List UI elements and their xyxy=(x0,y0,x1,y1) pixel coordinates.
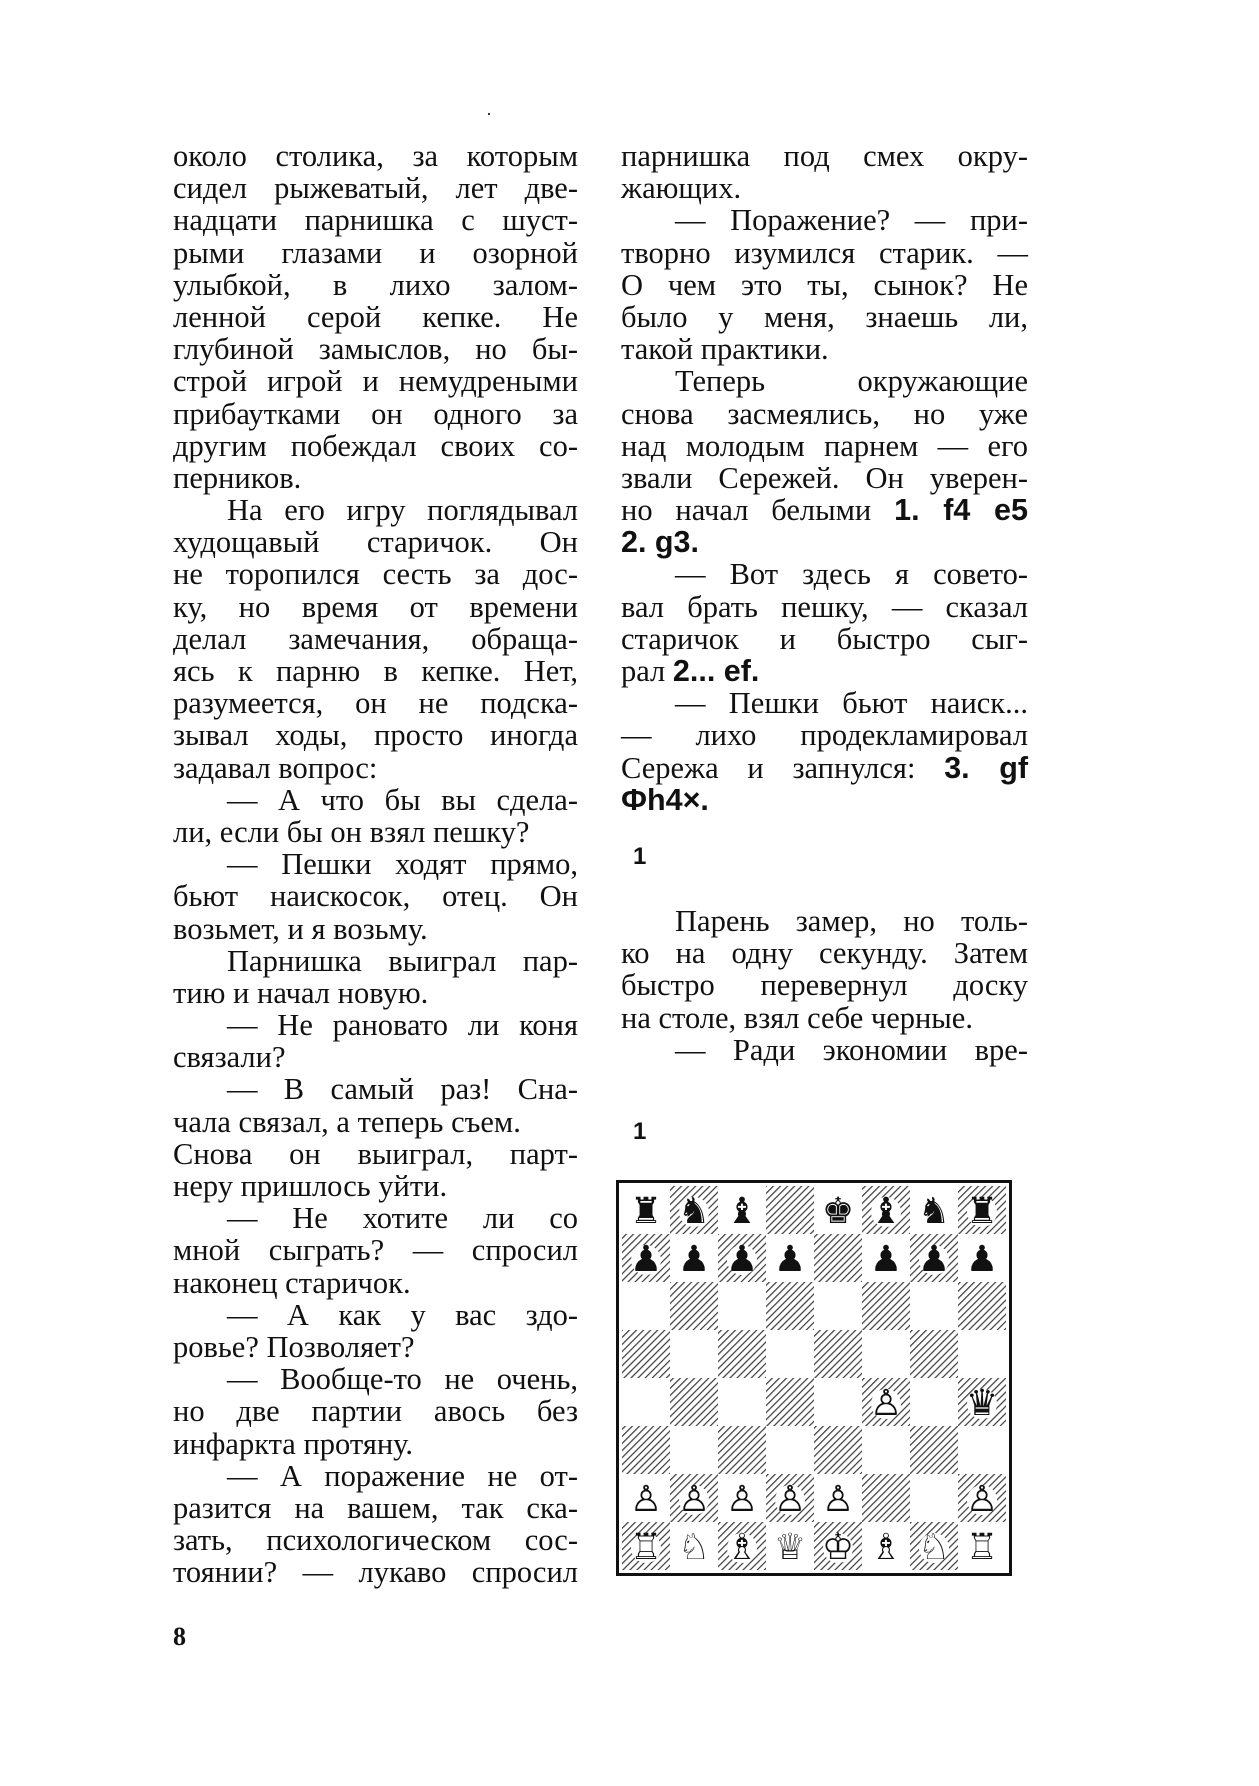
text-line: перников. xyxy=(173,460,302,495)
chess-moves: 1. f4 e5 xyxy=(894,493,1028,528)
chess-diagram xyxy=(616,1180,1012,1576)
square-g3-dark xyxy=(910,1426,958,1474)
text-line: тоянии? — лукаво спросил xyxy=(173,1555,578,1590)
text-line: глубиной замыслов, но бы- xyxy=(173,332,578,367)
text-line: — Не рановато ли коня xyxy=(227,1008,578,1043)
print-speck xyxy=(488,113,490,115)
text-line: звали Сережей. Он уверен- xyxy=(621,460,1028,495)
white-piece-e2: ♙ xyxy=(821,1479,855,1520)
text-line: Парень замер, но толь- xyxy=(675,904,1028,938)
text-line: — лихо продекламировал xyxy=(621,718,1028,753)
square-b3-light xyxy=(670,1426,718,1474)
text-line: зывал ходы, просто иногда xyxy=(173,718,578,753)
diagram-label: 1 xyxy=(633,1118,647,1145)
text-line: другим побеждал своих со- xyxy=(173,428,578,463)
text-line: — Вот здесь я совето- xyxy=(675,557,1028,592)
text-line: строй игрой и немудреными xyxy=(173,364,578,399)
square-d3-light xyxy=(766,1426,814,1474)
text-line: снова засмеялись, но уже xyxy=(621,396,1028,431)
white-piece-b1: ♘ xyxy=(677,1527,711,1568)
square-c4-light xyxy=(718,1378,766,1426)
text-line: прибаутками он одного за xyxy=(173,396,578,431)
black-piece-c7: ♟ xyxy=(725,1239,759,1280)
white-piece-f4: ♙ xyxy=(869,1383,903,1424)
square-b5-light xyxy=(670,1330,718,1378)
square-b6-dark xyxy=(670,1282,718,1330)
square-f6-dark xyxy=(862,1282,910,1330)
square-d4-dark xyxy=(766,1378,814,1426)
square-a4-light xyxy=(622,1378,670,1426)
text-line: около столика, за которым xyxy=(173,139,578,173)
left-column xyxy=(173,140,578,1588)
text-line: но две партии авось без xyxy=(173,1394,578,1429)
text-line xyxy=(621,784,1028,816)
square-f3-light xyxy=(862,1426,910,1474)
square-c5-dark xyxy=(718,1330,766,1378)
text-line: Парнишка выиграл пар- xyxy=(227,943,578,978)
text-line: бьют наискосок, отец. Он xyxy=(173,879,578,914)
text-line: — В самый раз! Сна- xyxy=(227,1072,578,1107)
text-line: задавал вопрос: xyxy=(173,750,378,785)
text-line: быстро перевернул доску xyxy=(621,968,1028,1003)
square-d8-dark xyxy=(766,1186,814,1234)
text-line: старичок и быстро сыг- xyxy=(621,621,1028,656)
square-b4-dark xyxy=(670,1378,718,1426)
text-line: ленной серой кепке. Не xyxy=(173,299,578,334)
square-e4-light xyxy=(814,1378,862,1426)
white-piece-d1: ♕ xyxy=(773,1527,807,1568)
square-e3-dark xyxy=(814,1426,862,1474)
text-line: ко на одну секунду. Затем xyxy=(621,936,1028,971)
white-piece-h2: ♙ xyxy=(965,1479,999,1520)
text-line: худощавый старичок. Он xyxy=(173,525,578,560)
square-h3-light xyxy=(958,1426,1006,1474)
text-line: наконец старичок. xyxy=(173,1265,411,1300)
square-e5-dark xyxy=(814,1330,862,1378)
black-piece-h7: ♟ xyxy=(965,1239,999,1280)
text-line: О чем это ты, сынок? Не xyxy=(621,267,1028,302)
text-line: — Поражение? — при- xyxy=(675,203,1028,238)
black-piece-g8: ♞ xyxy=(917,1191,951,1232)
square-h6-dark xyxy=(958,1282,1006,1330)
black-piece-h4: ♛ xyxy=(965,1383,999,1424)
text-line: неру пришлось уйти. xyxy=(173,1169,448,1203)
text-line xyxy=(621,526,1028,558)
white-piece-b2: ♙ xyxy=(677,1479,711,1520)
text-line: сидел рыжеватый, лет две- xyxy=(173,171,578,206)
text-line: мной сыграть? — спросил xyxy=(173,1233,578,1268)
text-line: ясь к парню в кепке. Нет, xyxy=(173,654,578,688)
black-piece-b8: ♞ xyxy=(677,1191,711,1232)
chess-moves: 2. g3. xyxy=(621,525,699,560)
square-e7-dark xyxy=(814,1234,862,1282)
text-line: но начал белыми 1. f4 e5 xyxy=(621,493,1028,528)
text-line: — Пешки ходят прямо, xyxy=(227,847,578,882)
white-piece-a1: ♖ xyxy=(629,1527,663,1568)
right-column-top-text xyxy=(621,140,1028,494)
square-c6-light xyxy=(718,1282,766,1330)
black-piece-d7: ♟ xyxy=(773,1239,807,1280)
text-line: было у меня, знаешь ли, xyxy=(621,299,1028,334)
text-line: надцати парнишка с шуст- xyxy=(173,203,578,238)
white-piece-d2: ♙ xyxy=(773,1479,807,1520)
black-piece-b7: ♟ xyxy=(677,1239,711,1280)
chess-moves: 2... ef. xyxy=(672,654,760,688)
text-line: — Не хотите ли со xyxy=(227,1201,578,1236)
text-line: Сережа и запнулся: 3. gf xyxy=(621,750,1028,785)
text-line: — А что бы вы сдела- xyxy=(227,782,578,817)
text-line: — Пешки бьют наиск... xyxy=(675,686,1028,721)
text-line: — А поражение не от- xyxy=(227,1458,578,1493)
diagram-reference: 1 xyxy=(633,843,647,870)
text-line: связали? xyxy=(173,1040,286,1075)
square-f2-dark xyxy=(862,1474,910,1522)
text-line: жающих. xyxy=(621,171,742,206)
square-c3-dark xyxy=(718,1426,766,1474)
text-line: творно изумился старик. — xyxy=(621,235,1028,270)
black-piece-a7: ♟ xyxy=(629,1239,663,1280)
white-piece-c2: ♙ xyxy=(725,1479,759,1520)
text-line: — Вообще-то не очень, xyxy=(227,1362,578,1397)
white-piece-a2: ♙ xyxy=(629,1479,663,1520)
white-piece-e1: ♔ xyxy=(821,1527,855,1568)
text-line: вал брать пешку, — сказал xyxy=(621,589,1028,624)
square-g4-light xyxy=(910,1378,958,1426)
square-g5-dark xyxy=(910,1330,958,1378)
black-piece-e8: ♚ xyxy=(821,1191,855,1232)
white-piece-c1: ♗ xyxy=(725,1527,759,1568)
text-line: парнишка под смех окру- xyxy=(621,139,1028,173)
square-d5-light xyxy=(766,1330,814,1378)
text-line: ку, но время от времени xyxy=(173,589,578,624)
black-piece-a8: ♜ xyxy=(629,1191,663,1232)
black-piece-g7: ♟ xyxy=(917,1239,951,1280)
right-column-bottom-text xyxy=(621,905,1028,1066)
text-line: Теперь окружающие xyxy=(675,364,1028,399)
square-g6-light xyxy=(910,1282,958,1330)
text-line: ли, если бы он взял пешку? xyxy=(173,814,530,849)
text-line: делал замечания, обраща- xyxy=(173,621,578,656)
black-piece-c8: ♝ xyxy=(725,1191,759,1232)
square-a5-dark xyxy=(622,1330,670,1378)
square-g2-light xyxy=(910,1474,958,1522)
text-line: тию и начал новую. xyxy=(173,975,429,1010)
text-line: улыбкой, в лихо залом- xyxy=(173,267,578,302)
text-line: рыми глазами и озорной xyxy=(173,235,578,270)
text-line: возьмет, и я возьму. xyxy=(173,911,428,946)
text-line: зать, психологическом сос- xyxy=(173,1523,578,1558)
text-line: разится на вашем, так ска- xyxy=(173,1490,578,1525)
white-piece-f1: ♗ xyxy=(869,1527,903,1568)
right-column xyxy=(621,140,1028,816)
text-line: — Ради экономии вре- xyxy=(675,1032,1028,1067)
square-d6-dark xyxy=(766,1282,814,1330)
chess-moves: 3. gf xyxy=(944,750,1028,785)
square-e6-light xyxy=(814,1282,862,1330)
text-line: — А как у вас здо- xyxy=(227,1297,578,1332)
text-line: такой практики. xyxy=(621,332,829,367)
square-a6-light xyxy=(622,1282,670,1330)
black-piece-f8: ♝ xyxy=(869,1191,903,1232)
text-line: инфаркта протяну. xyxy=(173,1426,413,1461)
text-line: ровье? Позволяет? xyxy=(173,1329,415,1364)
text-line: рал 2... ef. xyxy=(621,654,760,688)
text-line: Снова он выиграл, парт- xyxy=(173,1136,578,1171)
white-piece-h1: ♖ xyxy=(965,1527,999,1568)
square-f5-light xyxy=(862,1330,910,1378)
text-line: не торопился сесть за дос- xyxy=(173,557,578,592)
text-line: чала связал, а теперь съем. xyxy=(173,1104,521,1139)
square-h5-light xyxy=(958,1330,1006,1378)
text-line: над молодым парнем — его xyxy=(621,428,1028,463)
text-line: На его игру поглядывал xyxy=(227,493,578,528)
page-number: 8 xyxy=(173,1622,186,1651)
black-piece-h8: ♜ xyxy=(965,1191,999,1232)
white-piece-g1: ♘ xyxy=(917,1527,951,1568)
text-line: на столе, взял себе черные. xyxy=(621,1000,973,1035)
square-a3-dark xyxy=(622,1426,670,1474)
text-line: разумеется, он не подска- xyxy=(173,686,578,721)
chess-moves: Фh4×. xyxy=(621,782,709,817)
black-piece-f7: ♟ xyxy=(869,1239,903,1280)
